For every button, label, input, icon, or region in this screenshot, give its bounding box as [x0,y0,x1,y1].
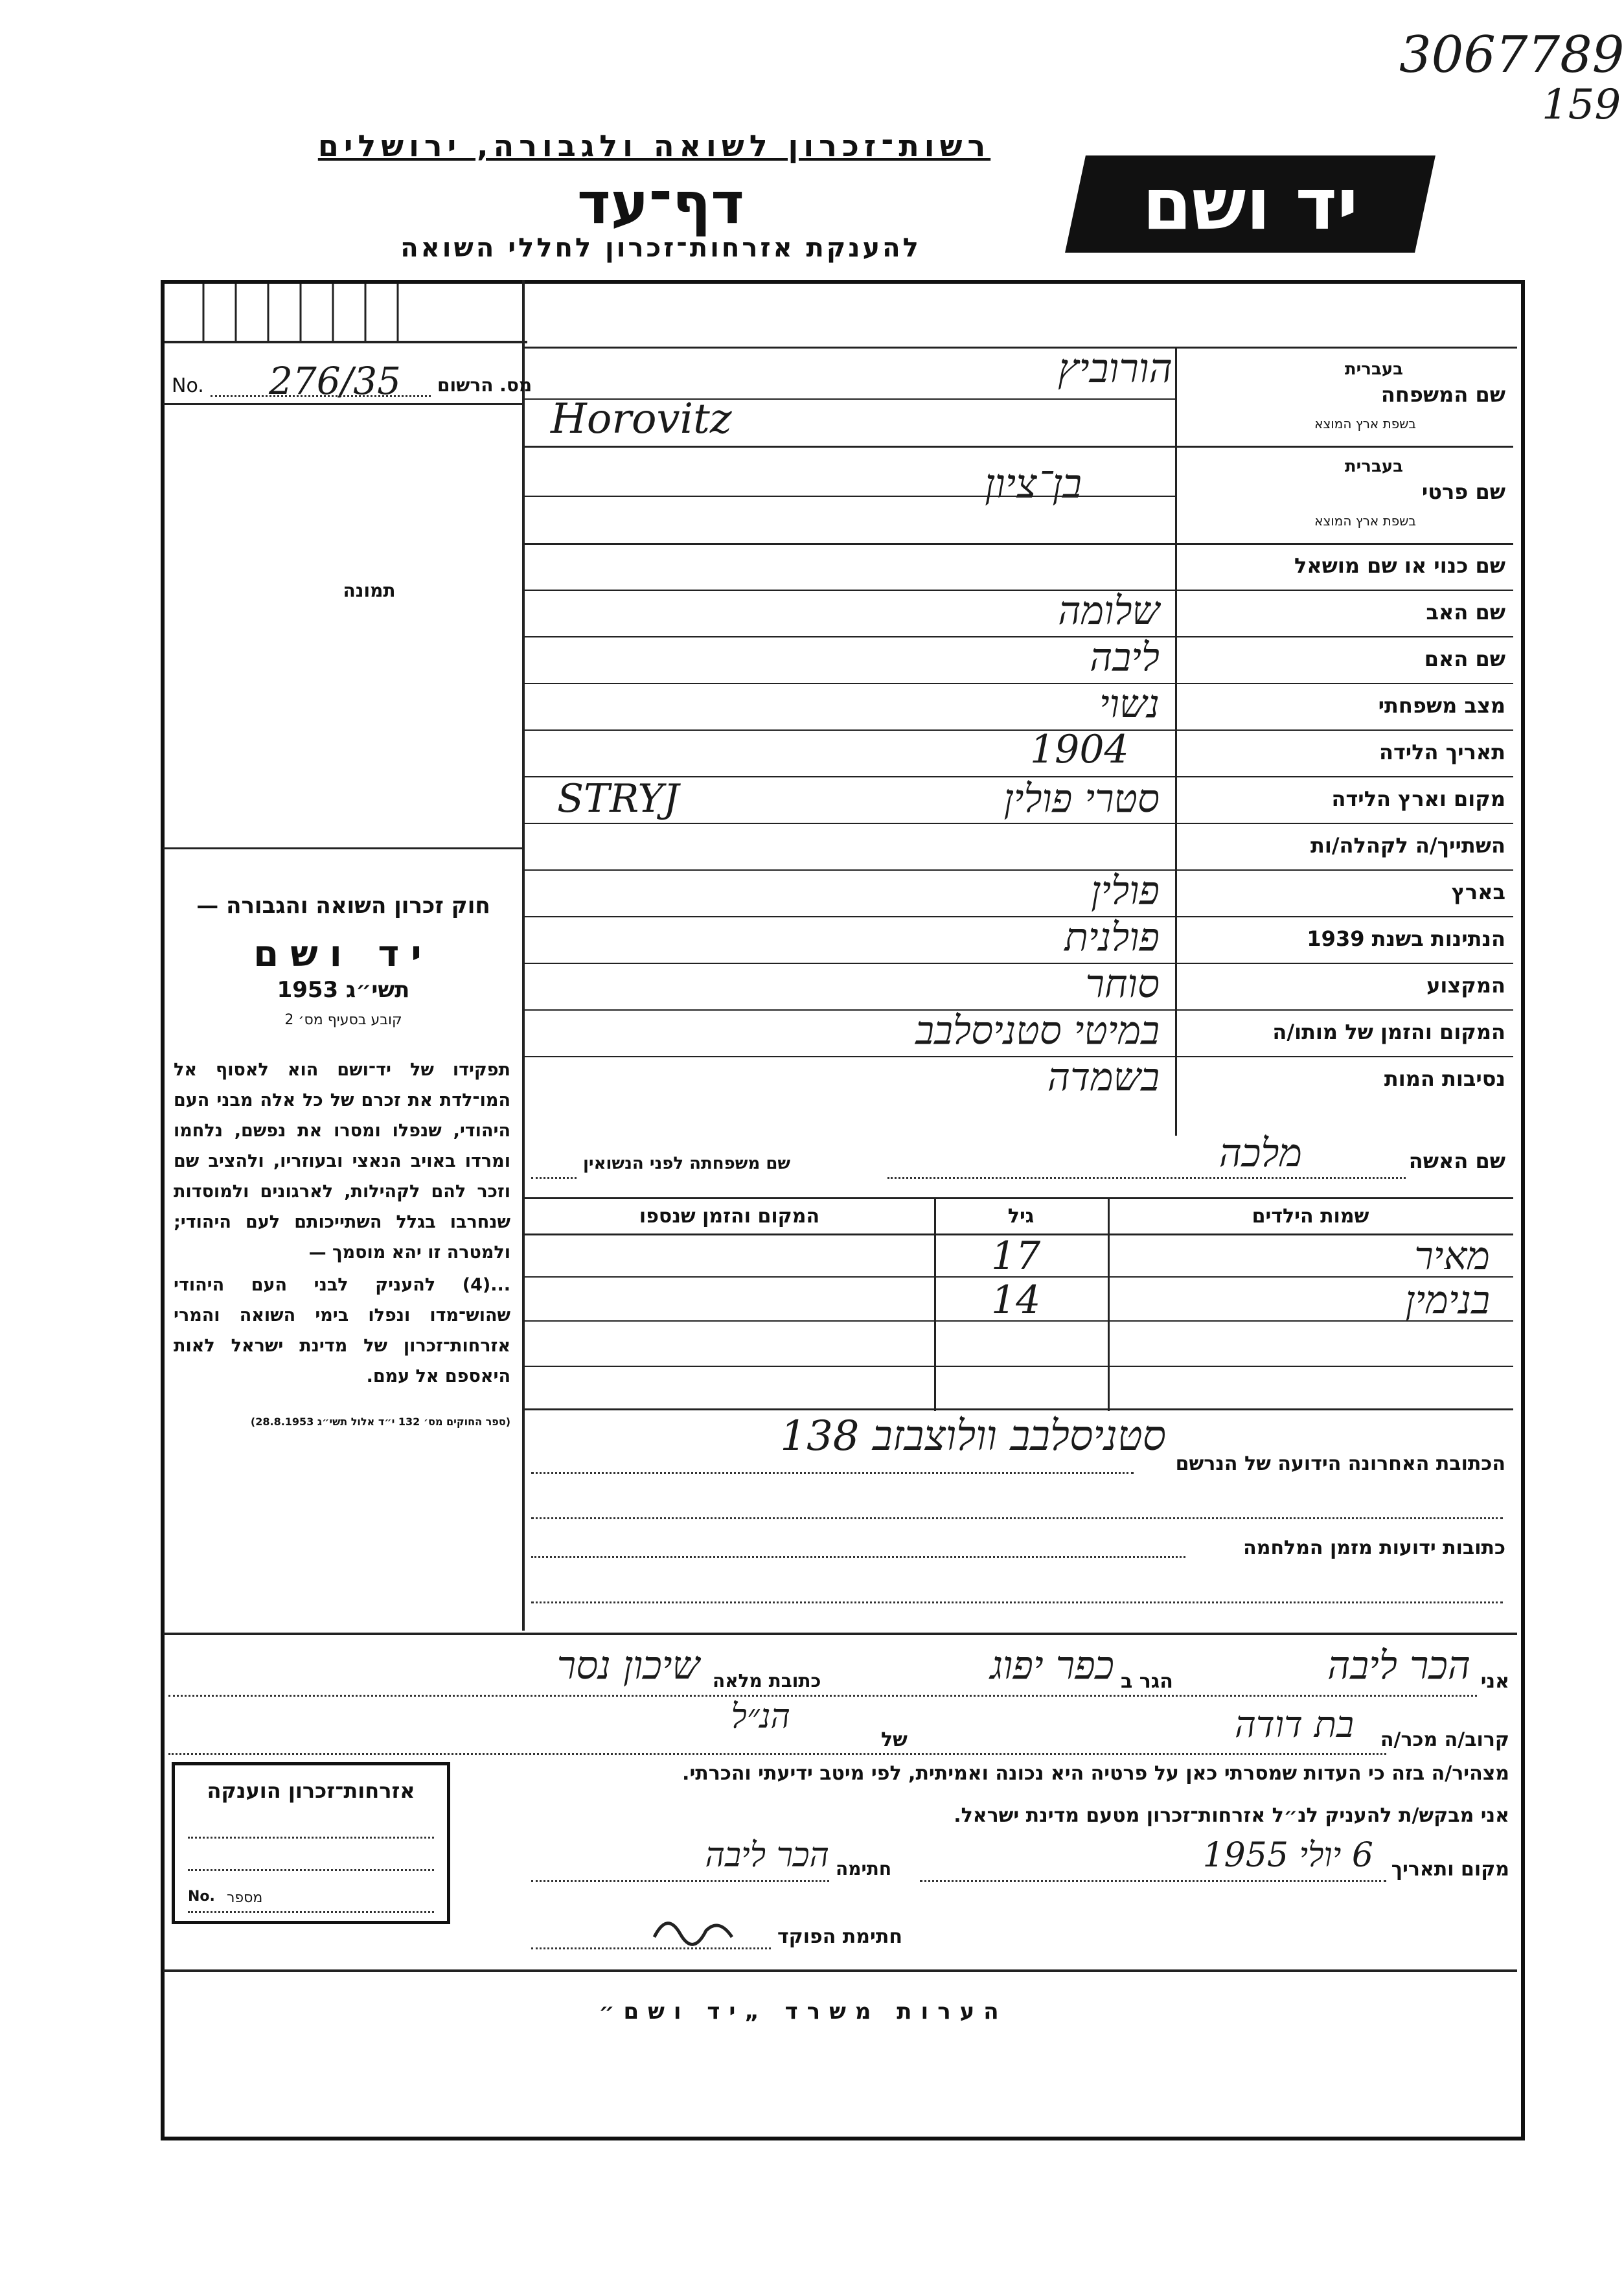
witness-of-value: הנ״ל [731,1697,790,1736]
field-community: השתייך/ה לקהלה/ות [525,824,1513,871]
document-title: דף־עד [577,170,744,236]
field-father-name: שם האב שלומה [525,591,1513,637]
photo-label: תמונה [343,580,396,601]
law-year: תשי״ג 1953 [277,977,410,1003]
family-name-hebrew: הורוביץ [1058,345,1172,392]
field-death-place-time: המקום והזמן של מותו/ה במיטי סטניסלבב [525,1011,1513,1057]
remarks-top-line [163,1969,1517,1972]
field-profession: המקצוע סוחר [525,964,1513,1011]
witness-signature: הכר ליבה [705,1836,829,1875]
law-clause: קובע בסעיף מס׳ 2 [284,1012,402,1028]
family-name-original: Horovitz [551,395,732,443]
field-first-name: שם פרטי בעברית בשפת ארץ המוצא בן־ציון [525,447,1513,544]
last-address-label: הכתובת האחרונה הידועה של הנרשם [1175,1452,1505,1475]
maiden-name-label: שם משפחתה לפני הנשואין [583,1154,791,1173]
witness-name: הכר ליבה [1327,1643,1470,1688]
archive-number: 3067789 [1399,26,1624,84]
witness-relation-row: קרוב/ה מכר/ה בת דודה של הנ״ל [168,1710,1509,1762]
registration-boxes [165,284,527,343]
grant-no-label: No. [188,1888,215,1905]
field-family-name: שם המשפחה בעברית בשפת ארץ המוצא הורוביץ Horovitz [525,350,1513,447]
witness-full-address: שיכון נסר [556,1643,700,1688]
field-birth-date: תאריך הלידה 1904 [525,731,1513,777]
children-header-place: המקום והזמן שנספו [639,1205,820,1228]
witness-relation: בת דודה [1235,1704,1354,1746]
place-date-value: 6 יולי 1955 [1202,1836,1373,1875]
birth-place-original: STRYJ [557,776,680,821]
field-nickname: שם כנוי או שם מושאל [525,544,1513,591]
law-text-2: ...(4) להעניק לבני העם היהודי שהוש־מדו ונפלו בימי השואה והמרי אזרחות־זכרון של מדינת ישראל לאות היאספם אל עמם. [174,1275,510,1386]
yad-vashem-logo [1065,155,1435,253]
field-wife: שם האשה מלכה שם משפחתה לפני הנשואין [525,1137,1513,1189]
officer-signature [648,1905,738,1950]
field-nationality-1939: הנתינות בשנת 1939 פולנית [525,917,1513,964]
witness-section-top [163,1633,1517,1635]
wife-name: מלכה [1218,1130,1302,1176]
field-country: בארץ פולין [525,871,1513,917]
reg-label: מס. הרשום [437,374,532,396]
addresses-section [525,1412,1513,1633]
table-row: מאיר 17 [525,1234,1513,1278]
law-title: חוק זכרון השואה והגבורה — [196,893,490,919]
declaration-text: מצהיר/ה בזה כי העדות שמסרתי כאן על פרטיה היא נכונה ואמיתית, לפי מיטב ידיעתי והכרתי. [682,1762,1509,1785]
children-header-names: שמות הילדים [1252,1205,1369,1228]
authority-line: רשות־זכרון לשואה ולגבורה, ירושלים [317,128,991,163]
field-mother-name: שם האם ליבה [525,637,1513,684]
law-reference: (ספר החוקים מס׳ 132 י״ד אלול תשי״ג 28.8.1953) [250,1416,510,1428]
witness-name-row: אני הכר ליבה הגר ב כפר יפוג כתובת מלאה שיכון נסר [168,1646,1509,1704]
children-header-age: גיל [1007,1205,1035,1228]
grant-title: אזרחות־זכרון הוענקה [207,1778,415,1803]
field-marital-status: מצב משפחתי נשוי [525,684,1513,731]
war-address-label: כתובות ידועות מזמן המלחמה [1243,1537,1505,1559]
place-date-row: מקום ותאריך 6 יולי 1955 חתימה הכר ליבה [531,1840,1509,1892]
last-address-value: סטניסלבב וולוצבזב 138 [780,1412,1166,1460]
archive-sub-number: 159 [1542,81,1621,129]
law-name: יד ושם [253,933,433,975]
reg-no-label: No. [172,374,204,397]
children-table [525,1197,1513,1411]
document-subtitle: להענקת אזרחות־זכרון לחללי השואה [400,233,921,263]
request-text: אני מבקש/ת להעניק לנ״ל אזרחות־זכרון מטעם מדינת ישראל. [954,1804,1509,1827]
first-name-hebrew: בן־ציון [985,460,1082,507]
officer-signature-row: חתימת הפוקד [531,1905,1179,1956]
grant-number-label: מספר [227,1890,263,1906]
fields-section [525,345,1513,1137]
remarks-label: הערות משרד „יד ושם״ [599,1999,1008,2025]
field-birth-place: מקום וארץ הלידה סטרי פולין STRYJ [525,777,1513,824]
table-row: בנימין 14 [525,1278,1513,1322]
witness-residence: כפר יפוג [990,1643,1114,1688]
registration-number [172,359,532,408]
logo-text: יד ושם [1142,163,1358,246]
reg-value: 276/35 [269,359,402,403]
field-death-circumstances: נסיבות המות בשמדה [1047,1055,1505,1100]
grant-box [172,1762,450,1924]
law-text: תפקידו של יד־ושם הוא לאסוף אל המו־לדת את זכרם של כל אלה מבני העם היהודי, שנפלו ומסרו את נפשם, נלחמו ומרדו באויב הנאצי ובעוזריו, ולהציב שם וזכר להם לקהילות, לארגונים ולמוסדות שנחרבו בגלל השתייכותם לעם היהודי; ולמטרה זו יהא מוסמך — [174,1060,510,1263]
